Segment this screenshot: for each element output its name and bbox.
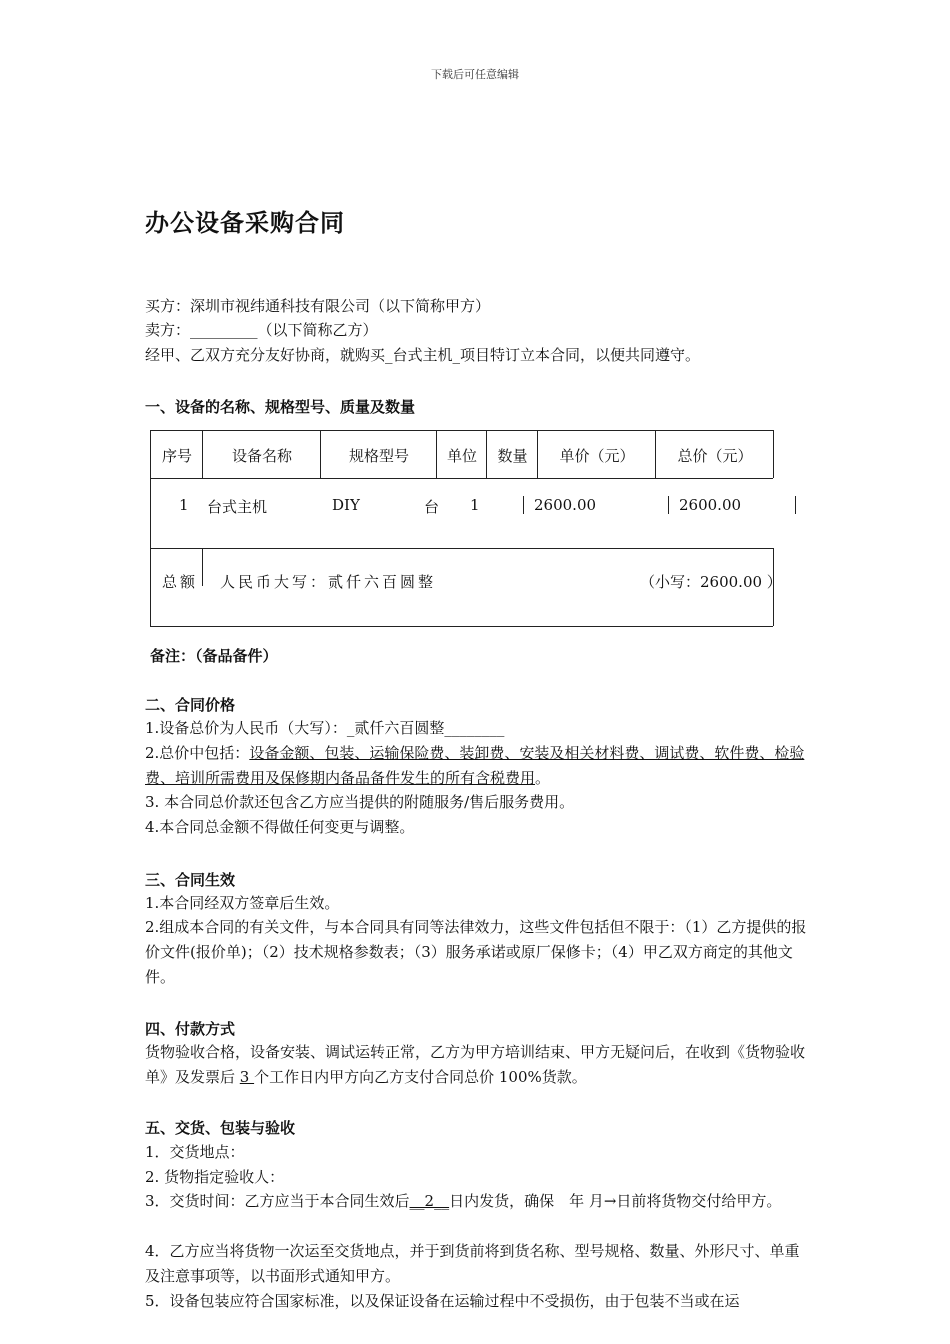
section2-item2-prefix: 2.总价中包括： xyxy=(145,744,250,762)
section1-heading: 一、设备的名称、规格型号、质量及数量 xyxy=(145,398,416,416)
section3-item2: 2.组成本合同的有关文件，与本合同具有同等法律效力，这些文件包括但不限于：（1）乙方提供的报价文件(报价单)；（2）技术规格参数表；（3）服务承诺或原厂保修卡；（4）甲乙双方商定的其他文件。 xyxy=(145,918,807,986)
header-note: 下载后可任意编辑 xyxy=(431,68,519,81)
col-sep xyxy=(537,430,538,478)
th-qty: 数量 xyxy=(497,447,528,465)
th-unit-price: 单价（元） xyxy=(559,447,635,465)
section4-text-before: 货物验收合格，设备安装、调试运转正常，乙方为甲方培训结束、甲方无疑问后，在收到《货物验收单》及发票后 xyxy=(145,1043,806,1086)
section2-item4: 4.本合同总金额不得做任何变更与调整。 xyxy=(145,818,415,836)
col-sep xyxy=(436,430,437,478)
remark-line: 备注：（备品备件） xyxy=(150,647,278,665)
table-rule-bottom xyxy=(150,626,773,627)
section4-text xyxy=(145,1040,810,1090)
page-title: 办公设备采购合同 xyxy=(145,209,345,237)
section5-item3-before: 3．交货时间：乙方应当于本合同生效后 xyxy=(145,1192,410,1210)
equipment-table xyxy=(150,428,782,630)
section3-item1: 1.本合同经双方签章后生效。 xyxy=(145,894,340,912)
col-sep xyxy=(523,496,524,514)
section5-item3-after: 日内发货，确保 年 月→日前将货物交付给甲方。 xyxy=(449,1192,782,1210)
total-words: 人民币大写：贰仟六百圆整 xyxy=(220,573,437,591)
td-total: 2600.00 xyxy=(679,496,742,514)
table-border-left xyxy=(150,430,151,626)
section2-item2-suffix: 。 xyxy=(535,769,551,787)
section2-heading: 二、合同价格 xyxy=(145,696,236,714)
th-no: 序号 xyxy=(161,447,192,465)
th-name: 设备名称 xyxy=(231,447,292,465)
col-sep xyxy=(202,430,203,478)
section5-item2: 2. 货物指定验收人： xyxy=(145,1168,285,1186)
table-rule-top xyxy=(150,430,773,431)
section5-item3 xyxy=(145,1189,810,1214)
total-small: （小写：2600.00 ） xyxy=(640,573,782,591)
col-sep xyxy=(320,430,321,478)
buyer-line: 买方：深圳市视纬通科技有限公司（以下简称甲方） xyxy=(145,297,491,315)
table-border-right-header xyxy=(773,430,774,478)
section4-text-after: 个工作日内甲方向乙方支付合同总价 100%货款。 xyxy=(254,1068,587,1086)
section2-item1: 1.设备总价为人民币（大写）：_贰仟六百圆整________ xyxy=(145,719,505,737)
td-qty: 1 xyxy=(470,496,480,514)
section5-item1: 1．交货地点： xyxy=(145,1143,245,1161)
col-sep xyxy=(668,496,669,514)
td-name: 台式主机 xyxy=(207,498,268,516)
section4-heading: 四、付款方式 xyxy=(145,1020,236,1038)
intro-line: 经甲、乙双方充分友好协商，就购买_台式主机_项目特订立本合同，以便共同遵守。 xyxy=(145,346,701,364)
th-unit: 单位 xyxy=(446,447,477,465)
total-label: 总额 xyxy=(162,573,199,591)
payment-days: 3 xyxy=(239,1068,255,1086)
th-model: 规格型号 xyxy=(348,447,409,465)
section5-item5: 5．设备包装应符合国家标准，以及保证设备在运输过程中不受损伤，由于包装不当或在运 xyxy=(145,1292,740,1310)
section3-heading: 三、合同生效 xyxy=(145,871,236,889)
td-model: DIY xyxy=(332,496,360,514)
col-sep xyxy=(486,430,487,478)
table-rule-row xyxy=(150,548,773,549)
td-no: 1 xyxy=(179,496,189,514)
td-unit-price: 2600.00 xyxy=(534,496,597,514)
section2-item2 xyxy=(145,741,810,791)
table-rule-header xyxy=(150,478,773,479)
col-sep xyxy=(202,548,203,586)
th-total: 总价（元） xyxy=(677,447,753,465)
seller-line: 卖方：_________（以下简称乙方） xyxy=(145,321,378,339)
table-border-right-row xyxy=(795,496,796,514)
section5-item4: 4．乙方应当将货物一次运至交货地点，并于到货前将到货名称、型号规格、数量、外形尺寸、单重及注意事项等，以书面形式通知甲方。 xyxy=(145,1242,800,1285)
section2-item3: 3. 本合同总价款还包含乙方应当提供的附随服务/售后服务费用。 xyxy=(145,793,575,811)
section5-heading: 五、交货、包装与验收 xyxy=(145,1119,296,1137)
td-unit: 台 xyxy=(424,498,440,516)
col-sep xyxy=(655,430,656,478)
section2-item2-included-costs: 设备金额、包装、运输保险费、装卸费、安装及相关材料费、调试费、软件费、检验费、培训所需费用及保修期内备品备件发生的所有含税费用 xyxy=(145,744,805,787)
delivery-days: __2__ xyxy=(409,1192,450,1210)
